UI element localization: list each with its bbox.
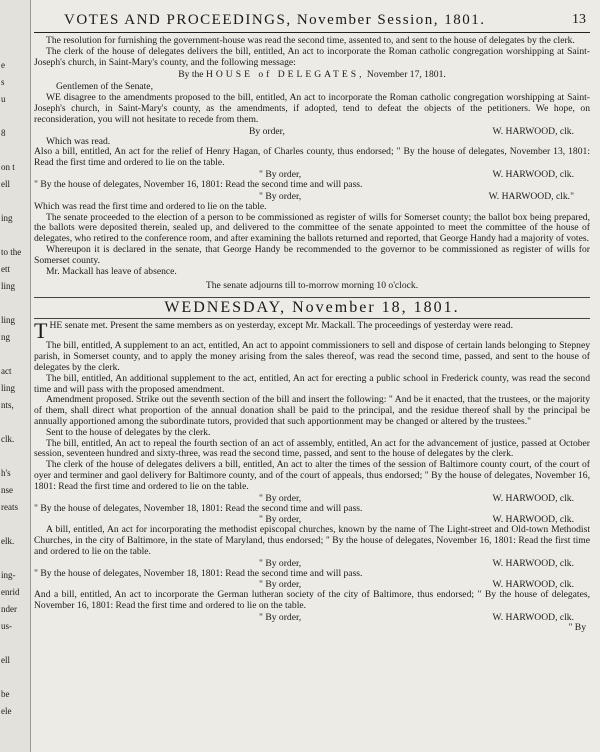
document-page [34, 10, 590, 748]
margin-fragment: us- [1, 621, 12, 631]
margin-fragment: e [1, 60, 5, 70]
margin-fragment: s [1, 77, 5, 87]
paragraph: The clerk of the house of delegates delivers the bill, entitled, An act to incorporate the Roman catholic congregation worshipping at Saint-Joseph's church, in Saint-Mary's county, and the following message: [34, 45, 590, 68]
paragraph: The senate proceeded to the election of a person to be commissioned as register of wills for Somerset county; the ballot box being prepared, the ballots were deposited therein, sealed up, and delivered to the committee of the senate appointed to meet the committee of the house of delegates, who retired to the conference room, and after examining the ballots returned and reported, that George Handy had a majority of votes. [34, 211, 590, 245]
day-heading: WEDNESDAY, November 18, 1801. [34, 297, 590, 319]
margin-fragment: ing- [1, 570, 16, 580]
by-order: By order, [249, 125, 285, 137]
margin-fragment: ell [1, 179, 10, 189]
margin-fragment: act [1, 366, 12, 376]
clerk-signature: W. HARWOOD, clk. [492, 557, 574, 569]
signature-line [34, 191, 590, 202]
running-title: VOTES AND PROCEEDINGS, November Session, 1801. [64, 12, 486, 28]
paragraph: The bill, entitled, An additional supplement to the act, entitled, An act for erecting a public school in Frederick county, was read the second time and will pass with the proposed amendment. [34, 372, 590, 395]
paragraph: Mr. Mackall has leave of absence. [46, 265, 177, 277]
clerk-signature: W. HARWOOD, clk. [492, 579, 574, 591]
by-order: " By order, [259, 514, 302, 526]
margin-fragment: ett [1, 264, 10, 274]
paragraph: Whereupon it is declared in the senate, that George Handy be recommended to the governor to be commissioned as register of wills for Somerset county. [34, 243, 590, 266]
paragraph: The bill, entitled, A supplement to an act, entitled, An act to appoint commissioners to sell and dispose of certain lands belonging to Stepney parish, in Somerset county, and to apply the money arising from the sales thereof, was read the second time, passed, and sent to the house of delegates by the clerk. [34, 340, 590, 373]
margin-fragment: nse [1, 485, 13, 495]
paragraph: Which was read the first time and ordered to lie on the table. [34, 200, 267, 212]
drop-cap: T [34, 318, 48, 344]
clerk-signature: W. HARWOOD, clk. [492, 168, 574, 180]
by-order: " By order, [259, 168, 302, 180]
signature-line [34, 558, 590, 569]
paragraph: Sent to the house of delegates by the clerk. [46, 426, 211, 438]
paragraph: The clerk of the house of delegates delivers a bill, entitled, An act to alter the times of the session of Baltimore county court, of the court of oyer and terminer and gaol delivery for Baltimore county, and of the court of appeals, thus endorsed; " By the house of delegates, November 16, 1801: Read the first time and ordered to lie on the table. [34, 459, 590, 492]
margin-fragment: on t [1, 162, 15, 172]
clerk-signature: W. HARWOOD, clk." [488, 190, 574, 202]
by-order: " By order, [259, 612, 302, 624]
clerk-signature: W. HARWOOD, clk. [492, 492, 574, 504]
paragraph-text: HE senate met. Present the same members as on yesterday, except Mr. Mackall. The proceedings of yesterday were read. [49, 320, 513, 332]
signature-line [34, 169, 590, 180]
margin-fragment: ele [1, 706, 12, 716]
paragraph: And a bill, entitled, An act to incorporate the German lutheran society of the city of Baltimore, thus endorsed; " By the house of delegates, November 16, 1801: Read the first time and ordered to lie on the table. [34, 589, 590, 612]
margin-fragment: reats [1, 502, 18, 512]
clerk-signature: W. HARWOOD, clk. [492, 612, 574, 624]
margin-fragment: u [1, 94, 6, 104]
margin-fragment: ng [1, 332, 10, 342]
by-order: " By order, [259, 190, 302, 202]
signature-line [34, 493, 590, 504]
margin-fragment: ing [1, 213, 13, 223]
margin-fragment: 8 [1, 128, 6, 138]
margin-fragment: enrid [1, 587, 20, 597]
facing-page-edge [0, 0, 31, 752]
margin-fragment: be [1, 689, 10, 699]
signature-line [34, 514, 590, 525]
margin-fragment: nder [1, 604, 17, 614]
adjournment: The senate adjourns till to-morrow morning 10 o'clock. [205, 280, 419, 292]
paragraph: Which was read. [46, 135, 111, 147]
paragraph: " By the house of delegates, November 18, 1801: Read the second time and will pass. [34, 502, 363, 514]
paragraph: " By the house of delegates, November 16, 1801: Read the second time and will pass. [34, 178, 363, 190]
margin-fragment: to the [1, 247, 22, 257]
by-order: " By order, [259, 492, 302, 504]
paragraph: WE disagree to the amendments proposed to the bill, entitled, An act to incorporate the Roman catholic congregation worshipping at Saint-Joseph's church, in Saint-Mary's county, as the amendments, if adopted, tend to defeat the objects of the petitioners. We hope, on reconsideration, you will not hesitate to recede from them. [34, 92, 590, 125]
signature-line [34, 579, 590, 590]
clerk-signature: W. HARWOOD, clk. [492, 514, 574, 526]
margin-fragment: h's [1, 468, 11, 478]
paragraph: " By the house of delegates, November 18, 1801: Read the second time and will pass. [34, 567, 363, 579]
margin-fragment: ling [1, 315, 16, 325]
running-header [34, 10, 590, 33]
paragraph: The resolution for furnishing the government-house was read the second time, assented to, and sent to the house of delegates by the clerk. [46, 35, 575, 46]
margin-fragment: nts, [1, 400, 14, 410]
message-heading [34, 69, 590, 81]
by-order: " By order, [259, 579, 302, 591]
margin-fragment: ell [1, 655, 10, 665]
paragraph: Also a bill, entitled, An act for the relief of Henry Hagan, of Charles county, thus endorsed; " By the house of delegates, November 13, 1801: Read the first time and ordered to lie on the table. [34, 146, 590, 169]
message-heading-date: November 17, 1801. [366, 69, 446, 81]
message-heading-by: By the [178, 69, 204, 81]
paragraph: A bill, entitled, An act for incorporating the methodist episcopal churches, known by the name of The Light-street and Old-town Methodist Churches, in the city of Baltimore, in the state of Maryland, thus endorsed; " By the house of delegates, November 16, 1801: Read the first time and ordered to lie on the table. [34, 524, 590, 557]
margin-fragment: ling [1, 281, 16, 291]
message-heading-house: HOUSE of DELEGATES, [205, 69, 365, 81]
margin-fragment: ling [1, 383, 16, 393]
margin-fragment: elk. [1, 536, 15, 546]
page-number: 13 [572, 12, 586, 27]
clerk-signature: W. HARWOOD, clk. [492, 125, 574, 137]
catchword: " By [568, 622, 586, 634]
salutation: Gentlemen of the Senate, [56, 81, 153, 93]
paragraph [34, 318, 590, 344]
margin-fragment: clk. [1, 434, 15, 444]
paragraph: Amendment proposed. Strike out the seventh section of the bill and insert the following: " And be it enacted, that the trustees, or the majority of them, shall direct what proportion of the annual donation shall be paid to the principal, and the residue thereof shall by the principal be annually apportioned among the subordinate tutors, provided that such apportionment may be changed or altered by the trustees." [34, 394, 590, 427]
by-order: " By order, [259, 557, 302, 569]
signature-line [34, 126, 590, 137]
signature-line [34, 612, 590, 623]
paragraph: The bill, entitled, An act to repeal the fourth section of an act of assembly, entitled, An act for the advancement of justice, passed at October session, seventeen hundred and sixty-three, was read the second time, passed, and sent to the house of delegates by the clerk. [34, 437, 590, 460]
